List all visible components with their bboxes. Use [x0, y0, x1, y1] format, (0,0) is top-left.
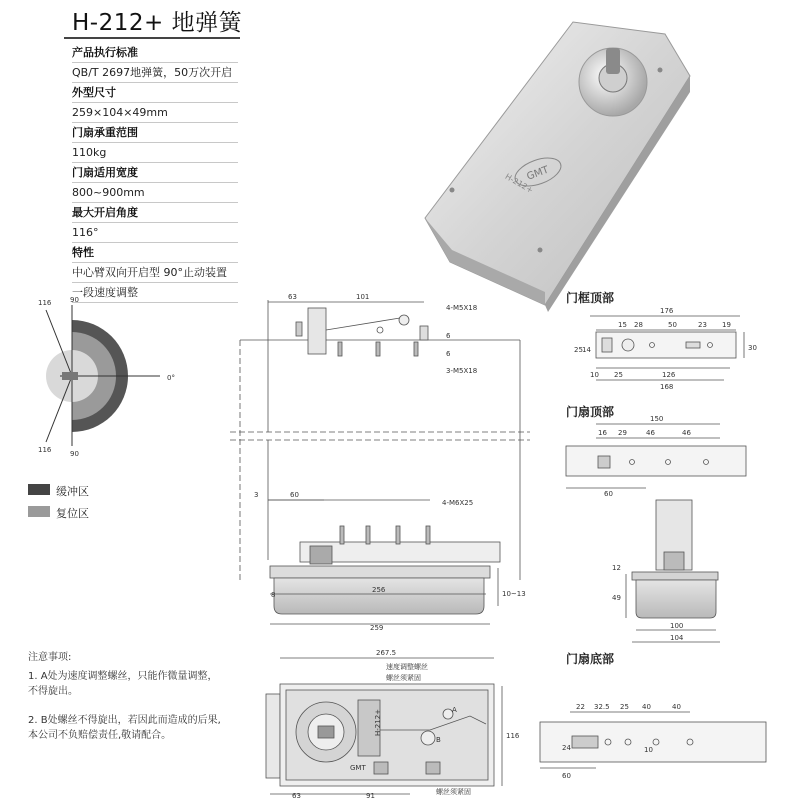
frame-dim-176: 176	[660, 307, 674, 315]
frame-dim-50: 50	[668, 321, 677, 329]
frame-dim-10: 10	[590, 371, 599, 379]
section-dim-12: 12	[612, 564, 621, 572]
doorbot-dim-32-5: 32.5	[594, 703, 610, 711]
plan-dim-63: 63	[292, 792, 301, 800]
plan-dim-267-5: 267.5	[376, 649, 397, 657]
plan-model-text: H-212+	[374, 708, 382, 736]
angle-label-90-top: 90	[70, 296, 79, 304]
frame-dim-25: 25	[574, 346, 583, 354]
plan-brand-text: GMT	[350, 764, 366, 772]
spec-label: 产品执行标准	[72, 43, 238, 63]
section-dim-104: 104	[670, 634, 684, 642]
side-dim-3: 3	[254, 491, 259, 499]
doortop-dim-29: 29	[618, 429, 627, 437]
spec-value: QB/T 2697地弹簧，50万次开启	[72, 63, 238, 83]
side-dim-4m6x25: 4-M6X25	[442, 499, 474, 507]
frame-dim-126: 126	[662, 371, 676, 379]
notes-heading: 注意事项:	[28, 652, 72, 663]
side-dim-4m5x18: 4-M5X18	[446, 304, 478, 312]
doortop-dim-150: 150	[650, 415, 664, 423]
spec-label: 外型尺寸	[72, 83, 238, 103]
section-dim-49: 49	[612, 594, 621, 602]
spec-value: 110kg	[72, 143, 238, 163]
spec-label: 最大开启角度	[72, 203, 238, 223]
frame-top-title: 门框顶部	[566, 291, 615, 305]
side-dim-8: 8	[271, 591, 276, 599]
side-dim-6b: 6	[446, 350, 451, 358]
frame-dim-28: 28	[634, 321, 643, 329]
frame-dim-15: 15	[618, 321, 627, 329]
angle-label-116-bottom: 116	[38, 446, 52, 454]
plan-view-drawing	[266, 658, 502, 794]
plan-dim-91: 91	[366, 792, 375, 800]
plan-label-a: A	[452, 706, 457, 714]
section-dim-100: 100	[670, 622, 684, 630]
side-dim-10-13: 10~13	[502, 590, 526, 598]
frame-dim-14: 14	[582, 346, 591, 354]
side-view-drawing	[230, 300, 530, 624]
doortop-dim-60: 60	[604, 490, 613, 498]
side-dim-3m5x18: 3-M5X18	[446, 367, 478, 375]
doortop-dim-16: 16	[598, 429, 607, 437]
plan-label-b: B	[436, 736, 441, 744]
note-item-1: 1. A处为速度调整螺丝，只能作微量调整，不得旋出。	[28, 671, 218, 697]
plan-dim-116: 116	[506, 732, 520, 740]
plan-label-tighten-bottom: 螺丝须紧固	[436, 788, 471, 796]
frame-dim-25b: 25	[614, 371, 623, 379]
note-item-2: 2. B处螺丝不得旋出，若因此而造成的后果,本公司不负赔偿责任,敬请配合。	[28, 715, 221, 741]
spec-label: 门扇承重范围	[72, 123, 238, 143]
door-bottom-drawing	[540, 712, 766, 768]
spec-value: 一段速度调整	[72, 283, 238, 303]
frame-dim-19: 19	[722, 321, 731, 329]
photo-model-text: H-212+	[503, 171, 535, 196]
angle-label-0: 0°	[167, 374, 175, 382]
spec-value: 中心臂双向开启型 90°止动装置	[72, 263, 238, 283]
photo-brand-text: GMT	[525, 164, 551, 183]
side-dim-259: 259	[370, 624, 384, 632]
section-drawing	[626, 500, 720, 642]
side-dim-6a: 6	[446, 332, 451, 340]
spec-value: 259×104×49mm	[72, 103, 238, 123]
spec-label: 门扇适用宽度	[72, 163, 238, 183]
side-dim-60: 60	[290, 491, 299, 499]
product-photo	[425, 22, 690, 312]
side-dim-63: 63	[288, 293, 297, 301]
doorbot-dim-25: 25	[620, 703, 629, 711]
spec-value: 116°	[72, 223, 238, 243]
side-dim-101: 101	[356, 293, 370, 301]
legend-label-buffer: 缓冲区	[56, 485, 89, 498]
angle-label-90-bottom: 90	[70, 450, 79, 458]
door-top-title: 门扇顶部	[566, 405, 615, 419]
frame-dim-168: 168	[660, 383, 674, 391]
doortop-dim-46a: 46	[646, 429, 655, 437]
doorbot-dim-60: 60	[562, 772, 571, 780]
doorbot-dim-40a: 40	[642, 703, 651, 711]
angle-diagram	[38, 296, 175, 458]
doorbot-dim-10: 10	[644, 746, 653, 754]
doorbot-dim-22: 22	[576, 703, 585, 711]
side-dim-256: 256	[372, 586, 386, 594]
plan-label-speed-screw: 速度调整螺丝	[386, 663, 428, 671]
frame-dim-30: 30	[748, 344, 757, 352]
door-top-drawing	[566, 424, 746, 488]
product-title: H-212+ 地弹簧	[72, 10, 243, 36]
angle-label-116-top: 116	[38, 299, 52, 307]
plan-label-tighten-top: 螺丝须紧固	[386, 674, 421, 682]
legend-label-return: 复位区	[56, 507, 89, 520]
doorbot-dim-40b: 40	[672, 703, 681, 711]
frame-dim-23: 23	[698, 321, 707, 329]
doortop-dim-46b: 46	[682, 429, 691, 437]
spec-label: 特性	[72, 243, 238, 263]
doorbot-dim-24: 24	[562, 744, 571, 752]
spec-value: 800~900mm	[72, 183, 238, 203]
door-bottom-title: 门扇底部	[566, 652, 615, 666]
